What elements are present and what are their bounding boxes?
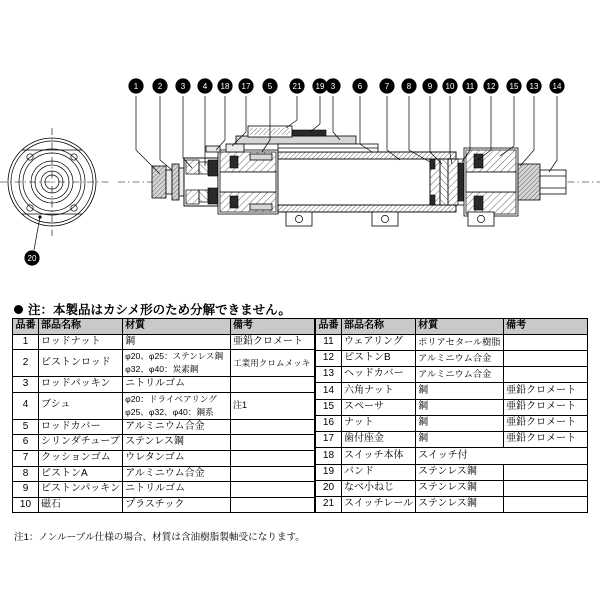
table-row xyxy=(13,497,315,513)
cell-remark xyxy=(504,497,588,513)
table-row xyxy=(13,482,315,498)
cell-remark: 亜鉛クロメート xyxy=(504,432,588,448)
cell-part-no: 8 xyxy=(13,466,39,482)
svg-text:2: 2 xyxy=(157,82,163,91)
cell-part-name: ウェアリング xyxy=(341,334,415,350)
cell-remark xyxy=(231,482,315,498)
cell-part-name: ロッドナット xyxy=(38,334,122,350)
cell-part-name: ピストンパッキン xyxy=(38,482,122,498)
callout-15 xyxy=(506,78,521,93)
cell-part-name: クッションゴム xyxy=(38,450,122,466)
cell-part-name: ピストンA xyxy=(38,466,122,482)
callout-1 xyxy=(128,78,143,93)
svg-text:20: 20 xyxy=(27,254,37,263)
callout-11 xyxy=(462,78,477,93)
svg-text:3: 3 xyxy=(180,82,186,91)
cell-part-name: 六角ナット xyxy=(341,383,415,399)
cell-part-name: なべ小ねじ xyxy=(341,480,415,496)
cell-remark xyxy=(231,419,315,435)
cylinder-cross-section xyxy=(118,126,600,226)
material-line-1: φ20、φ25：ステンレス鋼 xyxy=(125,351,224,362)
cell-part-no: 5 xyxy=(13,419,39,435)
svg-text:6: 6 xyxy=(357,82,363,91)
cell-part-no: 15 xyxy=(315,399,341,415)
cell-remark xyxy=(231,497,315,513)
callout-8 xyxy=(401,78,416,93)
cell-part-no: 14 xyxy=(315,383,341,399)
svg-text:13: 13 xyxy=(529,82,539,91)
material-line-1: φ20：ドライベアリング xyxy=(125,393,217,404)
cell-material: ウレタンゴム xyxy=(123,450,231,466)
table-row xyxy=(315,448,587,464)
cell-remark xyxy=(231,377,315,393)
table-row xyxy=(13,435,315,451)
cell-material: アルミニウム合金 xyxy=(416,350,504,366)
header-material: 材質 xyxy=(416,319,504,335)
cell-part-no: 12 xyxy=(315,350,341,366)
cell-part-no: 16 xyxy=(315,415,341,431)
cell-part-no: 18 xyxy=(315,448,341,464)
cell-remark xyxy=(504,350,588,366)
table-row xyxy=(13,377,315,393)
svg-text:10: 10 xyxy=(445,82,455,91)
cell-part-name: ロッドパッキン xyxy=(38,377,122,393)
cell-material xyxy=(123,392,231,419)
cell-remark xyxy=(231,435,315,451)
table-header-row xyxy=(315,319,587,335)
callout-10 xyxy=(442,78,457,93)
svg-text:15: 15 xyxy=(509,82,519,91)
cell-remark: 亜鉛クロメート xyxy=(231,334,315,350)
table-row xyxy=(13,419,315,435)
header-part-name: 部品名称 xyxy=(38,319,122,335)
callout-20 xyxy=(24,250,39,265)
cell-part-name: スイッチレール xyxy=(341,497,415,513)
callout-3b xyxy=(325,78,340,93)
cell-material: ステンレス鋼 xyxy=(416,497,504,513)
svg-text:12: 12 xyxy=(486,82,496,91)
cell-material: 鋼 xyxy=(416,415,504,431)
svg-text:5: 5 xyxy=(267,82,273,91)
cell-material: ニトリルゴム xyxy=(123,482,231,498)
cell-remark: 注1 xyxy=(231,392,315,419)
cell-part-no: 11 xyxy=(315,334,341,350)
callout-13 xyxy=(526,78,541,93)
cell-part-no: 21 xyxy=(315,497,341,513)
cell-part-no: 3 xyxy=(13,377,39,393)
table-row xyxy=(13,450,315,466)
cell-part-name: ピストンB xyxy=(341,350,415,366)
table-row xyxy=(315,399,587,415)
table-row xyxy=(315,480,587,496)
cell-part-no: 1 xyxy=(13,334,39,350)
product-note xyxy=(14,300,291,318)
cell-part-name: ヘッドカバー xyxy=(341,367,415,383)
cell-remark xyxy=(231,466,315,482)
callout-3 xyxy=(175,78,190,93)
callout-12 xyxy=(483,78,498,93)
cell-part-name: ナット xyxy=(341,415,415,431)
cell-part-no: 10 xyxy=(13,497,39,513)
svg-text:17: 17 xyxy=(241,82,251,91)
cell-part-name: 磁石 xyxy=(38,497,122,513)
table-row xyxy=(13,350,315,377)
cell-material: プラスチック xyxy=(123,497,231,513)
cell-part-no: 2 xyxy=(13,350,39,377)
cell-part-no: 4 xyxy=(13,392,39,419)
cell-part-name: シリンダチューブ xyxy=(38,435,122,451)
svg-text:11: 11 xyxy=(465,82,475,91)
cell-material: アルミニウム合金 xyxy=(123,466,231,482)
callout-4 xyxy=(197,78,212,93)
cell-switch-group: スイッチ付 xyxy=(416,448,588,464)
cell-part-name: バンド xyxy=(341,464,415,480)
cell-material: 鋼 xyxy=(416,432,504,448)
header-remark: 備考 xyxy=(231,319,315,335)
svg-text:19: 19 xyxy=(315,82,325,91)
svg-text:8: 8 xyxy=(406,82,412,91)
material-line-2: φ25、φ32、φ40：鋼系 xyxy=(125,406,214,417)
header-part-name: 部品名称 xyxy=(341,319,415,335)
cell-remark xyxy=(231,450,315,466)
cell-part-no: 20 xyxy=(315,480,341,496)
cell-part-name: ロッドカバー xyxy=(38,419,122,435)
svg-text:3: 3 xyxy=(330,82,336,91)
end-view xyxy=(0,128,110,250)
table-row xyxy=(315,415,587,431)
svg-text:9: 9 xyxy=(427,82,433,91)
cell-part-name: 歯付座金 xyxy=(341,432,415,448)
header-remark: 備考 xyxy=(504,319,588,335)
cell-remark: 亜鉛クロメート xyxy=(504,399,588,415)
parts-table-left xyxy=(12,318,315,513)
svg-text:14: 14 xyxy=(552,82,562,91)
table-row xyxy=(315,497,587,513)
svg-text:4: 4 xyxy=(202,82,208,91)
callout-21 xyxy=(289,78,304,93)
product-note-text: 注：本製品はカシメ形のため分解できません。 xyxy=(28,303,291,317)
cell-material: ニトリルゴム xyxy=(123,377,231,393)
callout-19 xyxy=(312,78,327,93)
callout-9 xyxy=(422,78,437,93)
cell-part-no: 17 xyxy=(315,432,341,448)
cell-part-no: 7 xyxy=(13,450,39,466)
cell-part-name: スペーサ xyxy=(341,399,415,415)
cell-part-no: 13 xyxy=(315,367,341,383)
table-row xyxy=(13,466,315,482)
callout-5 xyxy=(262,78,277,93)
cell-remark: 亜鉛クロメート xyxy=(504,415,588,431)
footnote: 注1：ノンルーブル仕様の場合、材質は含油樹脂製軸受になります。 xyxy=(14,532,305,543)
table-row xyxy=(315,367,587,383)
svg-text:18: 18 xyxy=(220,82,230,91)
cell-remark xyxy=(504,464,588,480)
cell-remark: 亜鉛クロメート xyxy=(504,383,588,399)
callout-2 xyxy=(152,78,167,93)
cell-material: 鋼 xyxy=(416,383,504,399)
table-row xyxy=(13,334,315,350)
cell-remark: 工業用クロムメッキ xyxy=(231,350,315,377)
parts-tables xyxy=(12,318,588,513)
cell-material xyxy=(123,350,231,377)
cell-remark xyxy=(504,334,588,350)
callout-6 xyxy=(352,78,367,93)
table-row xyxy=(315,432,587,448)
cell-part-name: ピストンロッド xyxy=(38,350,122,377)
cell-material: 鋼 xyxy=(123,334,231,350)
table-row xyxy=(315,383,587,399)
cell-material: ポリアセタール樹脂 xyxy=(416,334,504,350)
cell-material: アルミニウム合金 xyxy=(416,367,504,383)
table-header-row xyxy=(13,319,315,335)
cell-part-no: 9 xyxy=(13,482,39,498)
cell-remark xyxy=(504,480,588,496)
table-row xyxy=(315,350,587,366)
cylinder-assembly-diagram xyxy=(0,0,600,290)
bullet-icon xyxy=(14,305,23,314)
svg-text:21: 21 xyxy=(292,82,302,91)
svg-text:7: 7 xyxy=(384,82,390,91)
cell-part-no: 19 xyxy=(315,464,341,480)
table-row xyxy=(315,464,587,480)
callout-7 xyxy=(379,78,394,93)
cell-part-name: ブシュ xyxy=(38,392,122,419)
cell-part-name: スイッチ本体 xyxy=(341,448,415,464)
cell-material: ステンレス鋼 xyxy=(123,435,231,451)
cell-remark xyxy=(504,367,588,383)
header-part-no: 品番 xyxy=(13,319,39,335)
parts-table-right xyxy=(315,318,588,513)
header-material: 材質 xyxy=(123,319,231,335)
material-line-2: φ32、φ40：炭素鋼 xyxy=(125,364,199,375)
cell-material: ステンレス鋼 xyxy=(416,464,504,480)
callout-17 xyxy=(238,78,253,93)
table-row xyxy=(315,334,587,350)
cell-material: アルミニウム合金 xyxy=(123,419,231,435)
cell-material: 鋼 xyxy=(416,399,504,415)
callout-18 xyxy=(217,78,232,93)
header-part-no: 品番 xyxy=(315,319,341,335)
svg-text:1: 1 xyxy=(133,82,139,91)
cell-part-no: 6 xyxy=(13,435,39,451)
callout-14 xyxy=(549,78,564,93)
table-row xyxy=(13,392,315,419)
cell-material: ステンレス鋼 xyxy=(416,480,504,496)
